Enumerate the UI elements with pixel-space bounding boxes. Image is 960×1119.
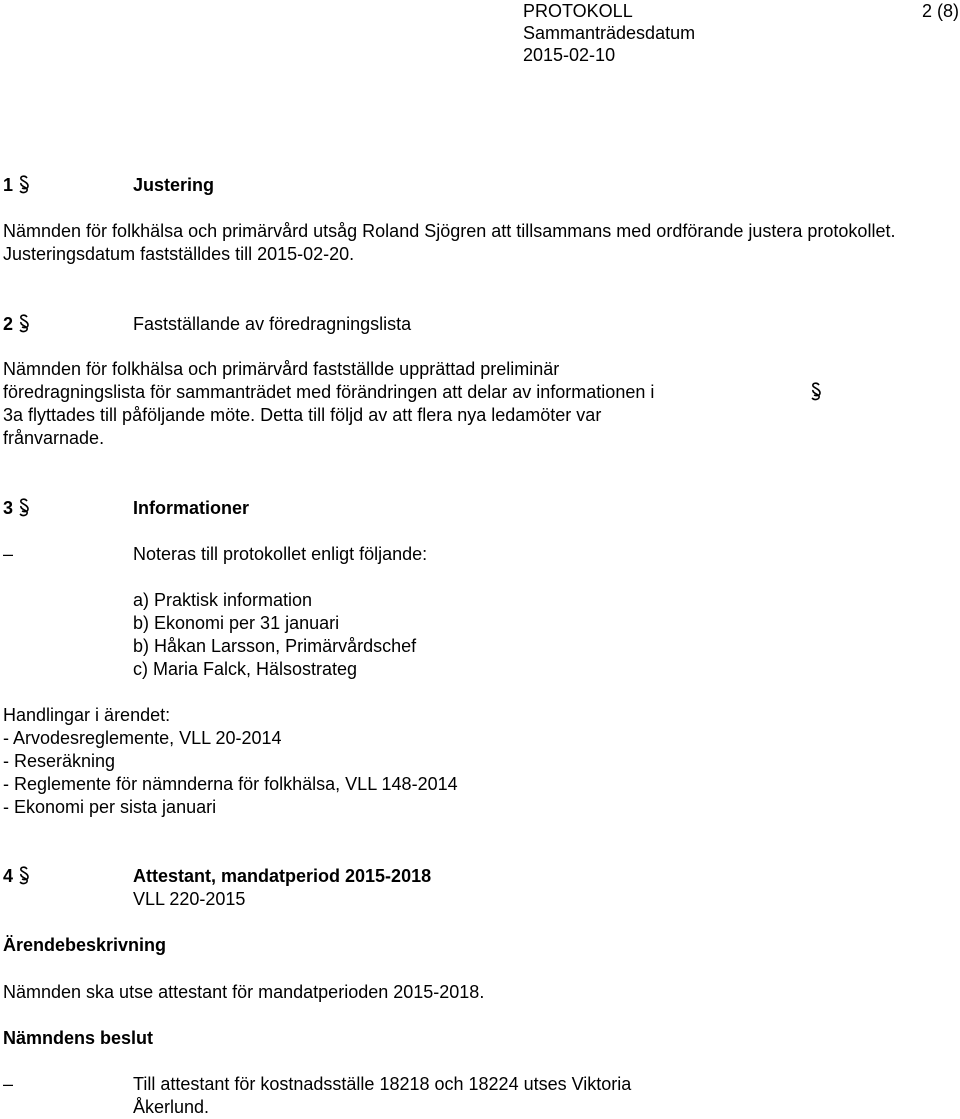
section-sign-icon [18,498,30,518]
description-heading: Ärendebeskrivning [3,935,167,955]
section-2-text-line: 3a flyttades till påföljande möte. Detta till följd av att flera nya ledamöter var [3,405,602,425]
section-3-title: Informationer [133,498,250,518]
decision-heading: Nämndens beslut [3,1028,154,1048]
section-1-title: Justering [133,175,215,195]
section-sign-icon [18,175,30,195]
section-2-text-line: frånvarnade. [3,428,105,448]
list-item: c) Maria Falck, Hälsostrateg [133,659,358,679]
bullet-dash: – [3,544,14,564]
list-item: - Reseräkning [3,751,116,771]
document-type: PROTOKOLL [523,1,633,21]
meeting-date: 2015-02-10 [523,45,616,65]
section-sign-icon [18,314,30,334]
section-2-number: 2 [3,314,14,334]
section-4-number: 4 [3,866,14,886]
list-item: - Reglemente för nämnderna för folkhälsa, VLL 148-2014 [3,774,458,794]
section-2-title: Fastställande av föredragningslista [133,314,412,334]
list-item: - Ekonomi per sista januari [3,797,217,817]
section-1-number: 1 [3,175,14,195]
section-3-number: 3 [3,498,14,518]
section-4-reference: VLL 220-2015 [133,889,246,909]
information-list [133,589,416,681]
section-sign-icon [810,382,822,402]
documents-heading: Handlingar i ärendet: [3,705,171,725]
description-text: Nämnden ska utse attestant för mandatperioden 2015-2018. [3,982,485,1002]
section-2-text-line: Nämnden för folkhälsa och primärvård fastställde upprättad preliminär [3,359,560,379]
page-number: 2 (8) [922,1,960,21]
meeting-date-label: Sammanträdesdatum [523,23,696,43]
section-1-text: Nämnden för folkhälsa och primärvård utsåg Roland Sjögren att tillsammans med ordförande justera protokollet. Justeringsdatum fastställdes till 2015-02-20. [3,221,896,264]
documents-list [3,704,458,819]
list-item: a) Praktisk information [133,590,313,610]
section-4-title: Attestant, mandatperiod 2015-2018 [133,866,432,886]
section-sign-icon [18,866,30,886]
section-2-text-line: föredragningslista för sammanträdet med förändringen att delar av informationen i [3,382,655,402]
list-item: b) Håkan Larsson, Primärvårdschef [133,636,417,656]
list-item: - Arvodesreglemente, VLL 20-2014 [3,728,282,748]
decision-text-line: Åkerlund. [133,1097,210,1117]
bullet-dash: – [3,1074,14,1094]
document-header [523,0,695,66]
section-3-intro: Noteras till protokollet enligt följande: [133,544,428,564]
decision-text-line: Till attestant för kostnadsställe 18218 och 18224 utses Viktoria [133,1074,632,1094]
list-item: b) Ekonomi per 31 januari [133,613,340,633]
